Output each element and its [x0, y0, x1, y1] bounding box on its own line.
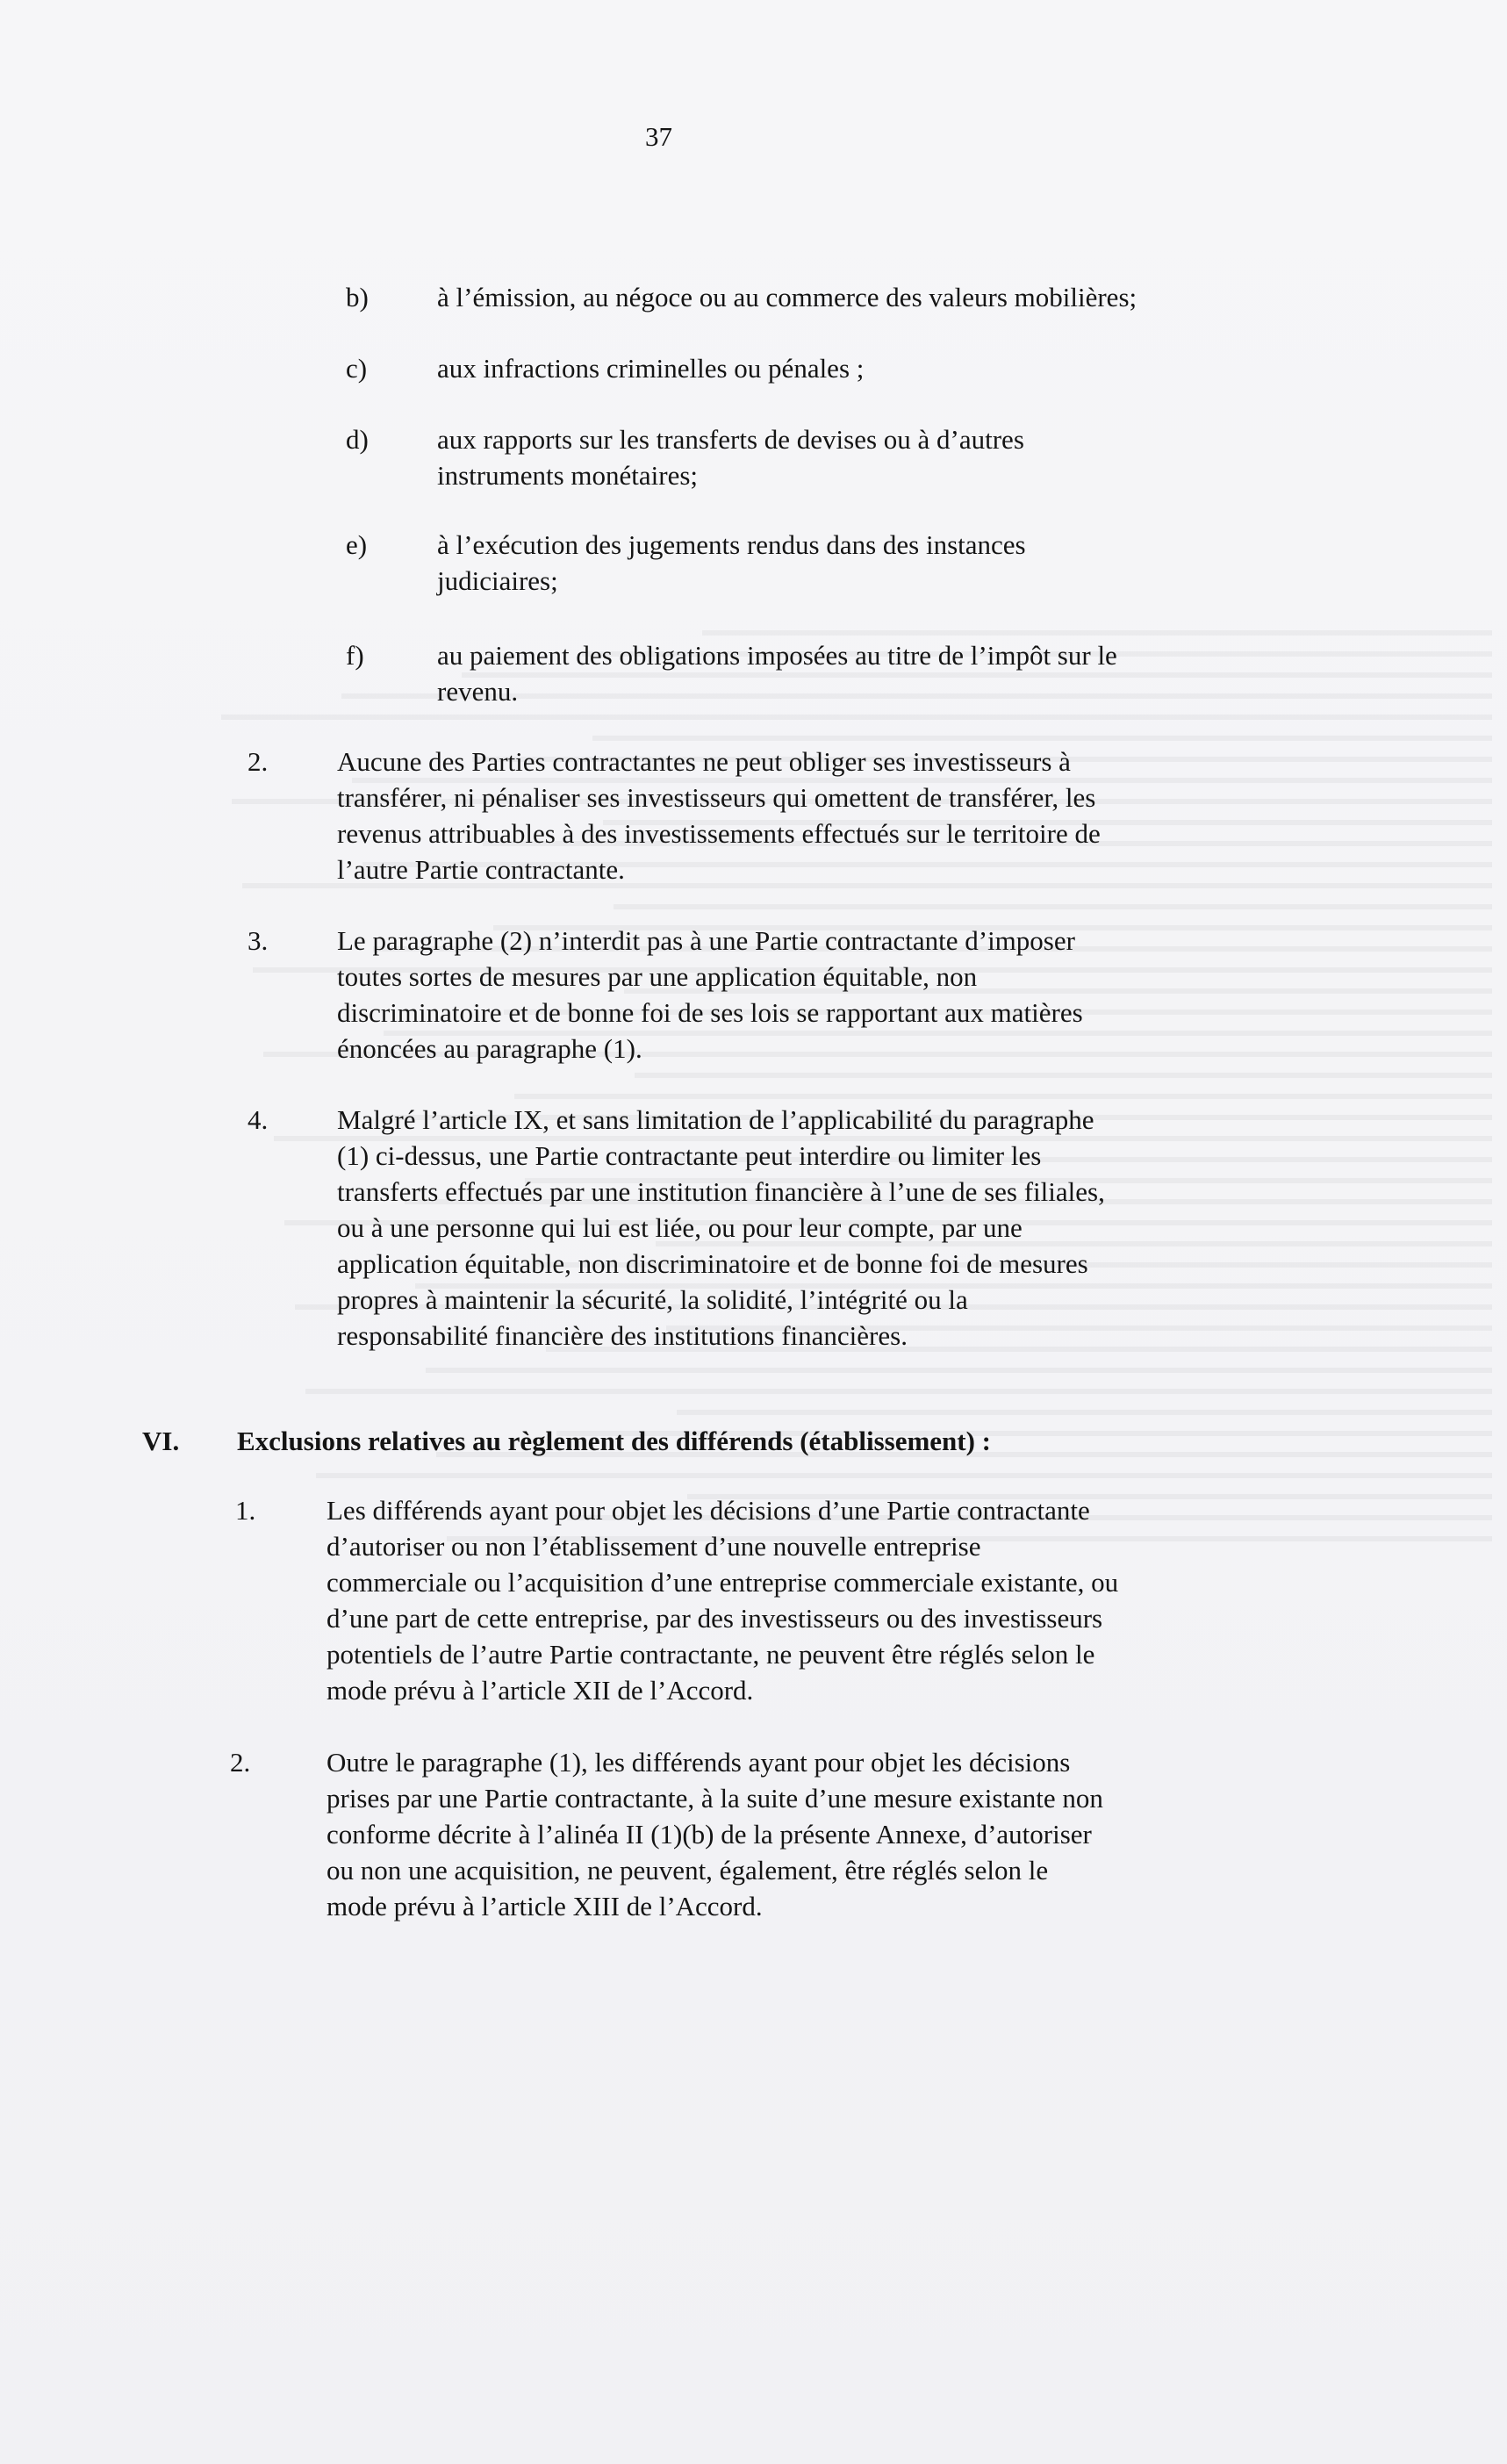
- text-line: discriminatoire et de bonne foi de ses lois se rapportant aux matières: [337, 997, 1083, 1028]
- text-line: judiciaires;: [437, 565, 558, 596]
- paragraph-text: [337, 1102, 1434, 1354]
- paragraph-label: 4.: [248, 1104, 269, 1135]
- text-line: toutes sortes de mesures par une application équitable, non: [337, 961, 978, 992]
- text-line: application équitable, non discriminatoire et de bonne foi de mesures: [337, 1248, 1088, 1279]
- page-number: 37: [645, 121, 672, 152]
- text-line: aux infractions criminelles ou pénales ;: [437, 353, 865, 384]
- paragraph-label: 2.: [230, 1747, 251, 1778]
- text-line: prises par une Partie contractante, à la suite d’une mesure existante non: [327, 1783, 1103, 1814]
- text-line: commerciale ou l’acquisition d’une entreprise commerciale existante, ou: [327, 1567, 1119, 1598]
- paragraph-text: [327, 1744, 1441, 1924]
- text-line: Le paragraphe (2) n’interdit pas à une Partie contractante d’imposer: [337, 925, 1075, 956]
- section-number: VI.: [142, 1426, 180, 1456]
- text-line: potentiels de l’autre Partie contractante, ne peuvent être réglés selon le: [327, 1639, 1095, 1670]
- text-line: Outre le paragraphe (1), les différends ayant pour objet les décisions: [327, 1747, 1071, 1778]
- text-line: d’autoriser ou non l’établissement d’une nouvelle entreprise: [327, 1531, 981, 1562]
- list-item-text: [437, 279, 1429, 315]
- bleed-line: [614, 904, 1492, 909]
- list-item-text: [437, 350, 1429, 386]
- text-line: au paiement des obligations imposées au titre de l’impôt sur le: [437, 640, 1117, 671]
- section-title: Exclusions relatives au règlement des différends (établissement) :: [237, 1426, 992, 1456]
- paragraph-text: [337, 923, 1434, 1067]
- text-line: l’autre Partie contractante.: [337, 854, 625, 885]
- bleed-line: [316, 1473, 1492, 1478]
- text-line: ou non une acquisition, ne peuvent, également, être réglés selon le: [327, 1855, 1049, 1886]
- bleed-line: [702, 630, 1492, 636]
- text-line: à l’exécution des jugements rendus dans des instances: [437, 529, 1026, 560]
- paragraph-label: 2.: [248, 746, 269, 777]
- text-line: mode prévu à l’article XIII de l’Accord.: [327, 1891, 763, 1922]
- paragraph-label: 3.: [248, 925, 269, 956]
- text-line: aux rapports sur les transferts de devises ou à d’autres: [437, 424, 1024, 455]
- list-item-label: f): [346, 640, 364, 671]
- text-line: transferts effectués par une institution financière à l’une de ses filiales,: [337, 1176, 1105, 1207]
- text-line: Aucune des Parties contractantes ne peut obliger ses investisseurs à: [337, 746, 1071, 777]
- bleed-line: [592, 736, 1492, 741]
- text-line: revenu.: [437, 676, 519, 707]
- bleed-line: [635, 1073, 1492, 1078]
- bleed-line: [426, 1368, 1492, 1373]
- list-item-text: [437, 637, 1429, 709]
- text-line: instruments monétaires;: [437, 460, 699, 491]
- list-item-text: [437, 421, 1429, 493]
- bleed-line: [677, 1410, 1492, 1415]
- list-item-label: b): [346, 282, 369, 312]
- text-line: d’une part de cette entreprise, par des investisseurs ou des investisseurs: [327, 1603, 1103, 1634]
- bleed-line: [305, 1389, 1492, 1394]
- text-line: mode prévu à l’article XII de l’Accord.: [327, 1675, 754, 1706]
- paragraph-text: [337, 744, 1434, 887]
- paragraph-label: 1.: [235, 1495, 256, 1526]
- text-line: (1) ci-dessus, une Partie contractante peut interdire ou limiter les: [337, 1140, 1042, 1171]
- text-line: ou à une personne qui lui est liée, ou pour leur compte, par une: [337, 1212, 1023, 1243]
- list-item-label: c): [346, 353, 368, 384]
- text-line: revenus attribuables à des investissements effectués sur le territoire de: [337, 818, 1101, 849]
- list-item-text: [437, 527, 1429, 599]
- list-item-label: d): [346, 424, 369, 455]
- text-line: énoncées au paragraphe (1).: [337, 1033, 642, 1064]
- text-line: propres à maintenir la sécurité, la solidité, l’intégrité ou la: [337, 1284, 968, 1315]
- text-line: Malgré l’article IX, et sans limitation de l’applicabilité du paragraphe: [337, 1104, 1094, 1135]
- paragraph-text: [327, 1492, 1441, 1708]
- text-line: Les différends ayant pour objet les décisions d’une Partie contractante: [327, 1495, 1090, 1526]
- list-item-label: e): [346, 529, 368, 560]
- text-line: responsabilité financière des institutions financières.: [337, 1320, 908, 1351]
- text-line: à l’émission, au négoce ou au commerce des valeurs mobilières;: [437, 282, 1137, 312]
- bleed-line: [514, 1094, 1492, 1099]
- bleed-line: [221, 715, 1492, 720]
- text-line: conforme décrite à l’alinéa II (1)(b) de la présente Annexe, d’autoriser: [327, 1819, 1092, 1850]
- text-line: transférer, ni pénaliser ses investisseurs qui omettent de transférer, les: [337, 782, 1096, 813]
